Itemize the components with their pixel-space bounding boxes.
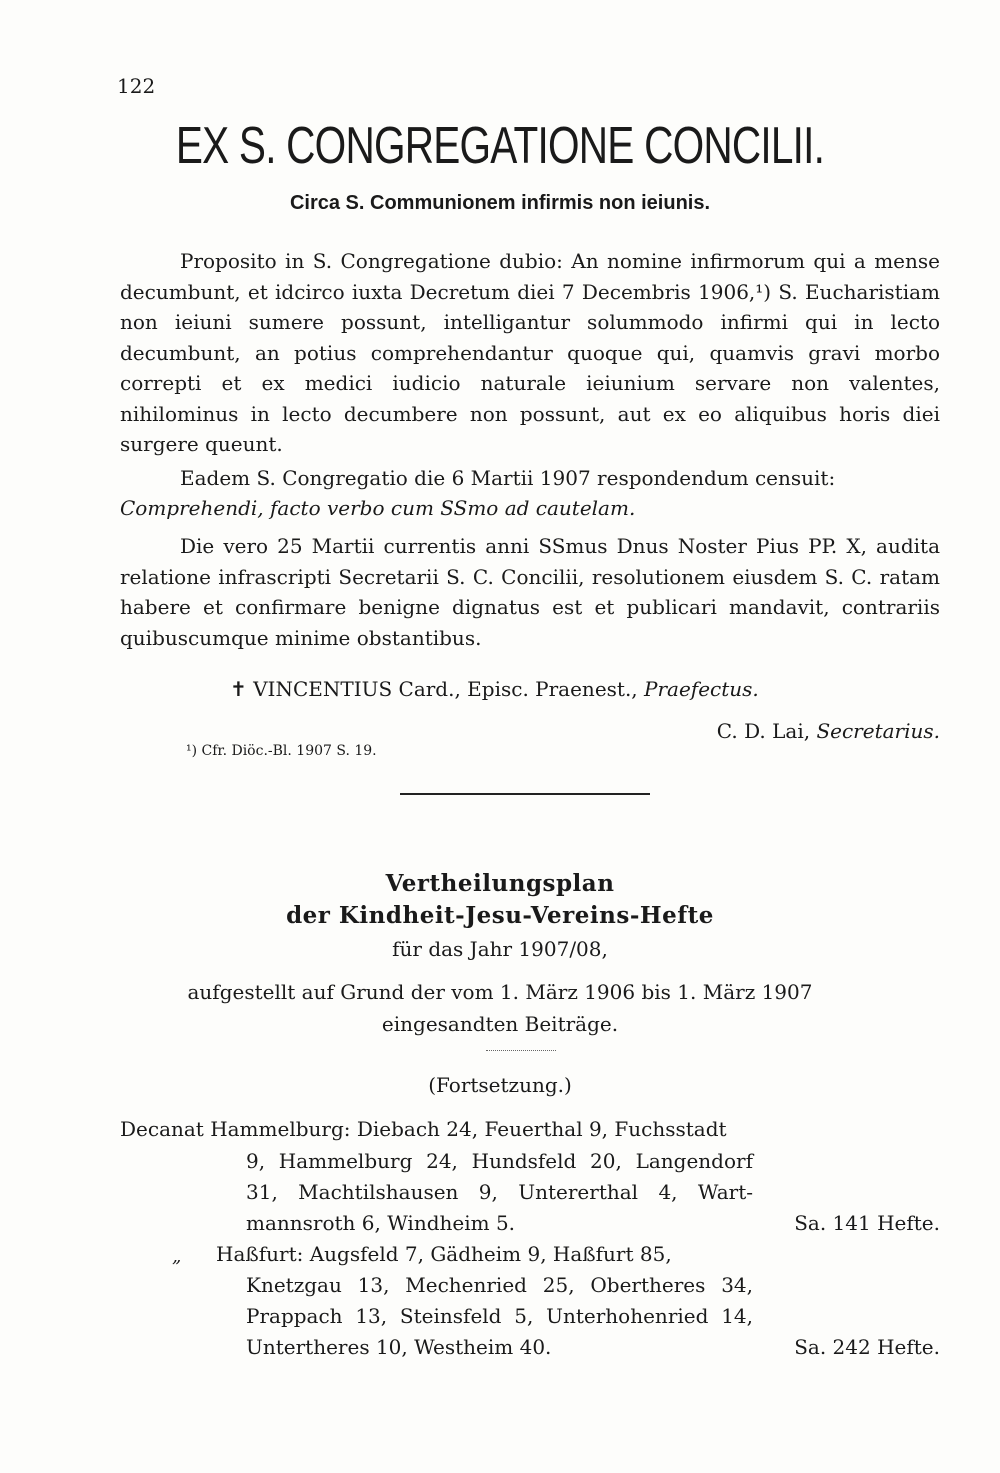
entry-head: Haßfurt: Augsfeld 7, Gädheim 9, Haßfurt 85, (216, 1242, 672, 1266)
ditto-mark: „ (172, 1246, 182, 1267)
signature-role: Praefectus. (644, 677, 759, 701)
german-line-contributions: eingesandten Beiträge. (381, 1012, 619, 1036)
signature-name: ✝ VINCENTIUS Card., Episc. Praenest., (230, 677, 638, 701)
signature-prefect (230, 677, 759, 701)
entry-head: Decanat Hammelburg: Diebach 24, Feuerthal 9, Fuchsstadt (120, 1117, 727, 1141)
response-italic: Comprehendi, facto verbo cum SSmo ad cautelam. (120, 496, 636, 520)
dotted-separator (486, 1050, 556, 1051)
signature-role: Secretarius. (816, 719, 940, 743)
paragraph-text: Die vero 25 Martii currentis anni SSmus Dnus Noster Pius PP. X, audita relatione infrascripti Secretarii S. C. Concilii, resolutionem eiusdem S. C. ratam habere et confirmare benigne dignatus est et publicari mandavit, contrariis quibuscumque minime obstantibus. (120, 534, 940, 650)
entry-line: 31, Machtilshausen 9, Untererthal 4, Wart- (246, 1180, 753, 1204)
subtitle: Circa S. Communionem infirmis non ieiunis. (289, 192, 711, 214)
german-line-basis: aufgestellt auf Grund der vom 1. März 1906 bis 1. März 1907 (187, 980, 813, 1004)
entry-sum: Sa. 242 Hefte. (794, 1335, 940, 1359)
paragraph-text: Proposito in S. Congregatione dubio: An nomine infirmorum qui a mense decumbunt, et idcirco iuxta Decretum diei 7 Decembris 1906,¹) S. Eucharistiam non ieiuni sumere possunt, intelligantur solummodo infirmi qui in lecto decumbunt, an potius comprehendantur quoque qui, quamvis gravi morbo correpti et ex medici iudicio naturale ieiunium servare non valentes, nihilominus in lecto decumbere non possunt, aut ex eo aliquibus horis diei surgere queunt. (120, 249, 940, 456)
entry-line: Prappach 13, Steinsfeld 5, Unterhohenried 14, (246, 1304, 753, 1328)
signature-name: C. D. Lai, (716, 719, 811, 743)
latin-paragraph-3 (120, 531, 940, 653)
paragraph-text: Eadem S. Congregatio die 6 Martii 1907 respondendum censuit: (180, 466, 836, 490)
german-title-1: Vertheilungsplan (385, 870, 615, 897)
entry-line: Knetzgau 13, Mechenried 25, Obertheres 34, (246, 1273, 753, 1297)
entry-line: Untertheres 10, Westheim 40. (246, 1335, 552, 1359)
section-divider (400, 793, 650, 795)
footnote: ¹) Cfr. Diöc.-Bl. 1907 S. 19. (186, 743, 377, 759)
entry-sum: Sa. 141 Hefte. (794, 1211, 940, 1235)
german-line-year: für das Jahr 1907/08, (392, 937, 608, 961)
latin-paragraph-1 (120, 246, 940, 460)
entry-line: 9, Hammelburg 24, Hundsfeld 20, Langendorf (246, 1149, 753, 1173)
page-title: EX S. CONGREGATIONE CONCILII. (175, 117, 825, 175)
german-title-2: der Kindheit-Jesu-Vereins-Hefte (286, 902, 714, 929)
signature-secretary (717, 719, 940, 743)
latin-paragraph-2 (120, 463, 940, 494)
continuation-label: (Fortsetzung.) (428, 1073, 572, 1097)
page-number: 122 (117, 74, 156, 98)
entry-line: mannsroth 6, Windheim 5. (246, 1211, 516, 1235)
